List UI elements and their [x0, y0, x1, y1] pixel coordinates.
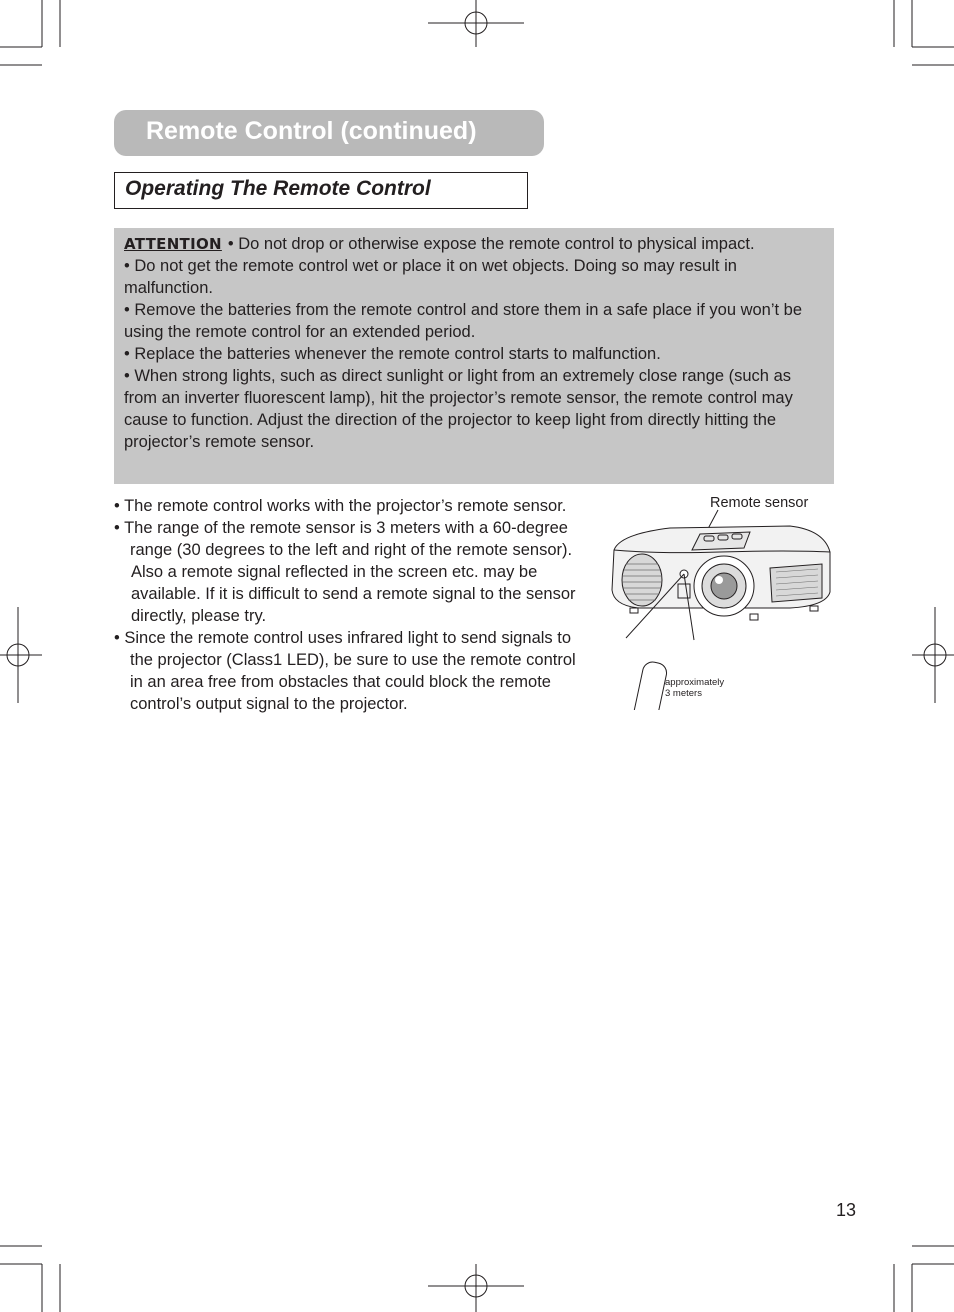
distance-label-line-2: 3 meters	[665, 688, 702, 699]
attention-item: • Do not get the remote control wet or place it on wet objects. Doing so may result in malfunction.	[124, 257, 737, 297]
bullet-item: • Since the remote control uses infrared light to send signals to the projector (Class1 LED), be sure to use the remote control in an area free from obstacles that could block the remote control’s output signal to the projector.	[114, 629, 576, 713]
page-number: 13	[836, 1200, 857, 1220]
remote-sensor-caption: Remote sensor	[710, 495, 809, 511]
bullet-continuation: Also a remote signal reflected in the screen etc. may be available. If it is difficult to send a remote signal to the sensor directly, please try.	[131, 563, 576, 625]
attention-item: • Replace the batteries whenever the remote control starts to malfunction.	[124, 345, 661, 363]
attention-item	[124, 233, 824, 255]
distance-label	[665, 677, 724, 699]
section-title-banner	[114, 110, 544, 156]
attention-notice	[114, 228, 834, 484]
attention-item: • Remove the batteries from the remote control and store them in a safe place if you won’t be using the remote control for an extended period.	[124, 301, 803, 341]
attention-item: • When strong lights, such as direct sunlight or light from an extremely close range (such as from an inverter fluorescent lamp), hit the projector’s remote sensor, the remote control may cause to function. Adjust the direction of the projector to keep light from directly hitting the projector’s remote sensor.	[124, 367, 793, 451]
subsection-title-box	[114, 172, 528, 209]
bullet-item: • The range of the remote sensor is 3 meters with a 60-degree range (30 degrees to the left and right of the remote sensor).	[114, 519, 573, 559]
attention-item-text: • Do not drop or otherwise expose the remote control to physical impact.	[227, 235, 755, 253]
section-title: Remote Control (continued)	[146, 117, 477, 145]
bullet-item: • The remote control works with the projector’s remote sensor.	[114, 497, 567, 515]
attention-label: ATTENTION	[124, 235, 222, 253]
distance-label-line-1: approximately	[665, 677, 725, 688]
projector-remote-figure	[600, 490, 840, 710]
body-bullet-list	[114, 495, 580, 715]
subsection-title: Operating The Remote Control	[125, 177, 431, 200]
